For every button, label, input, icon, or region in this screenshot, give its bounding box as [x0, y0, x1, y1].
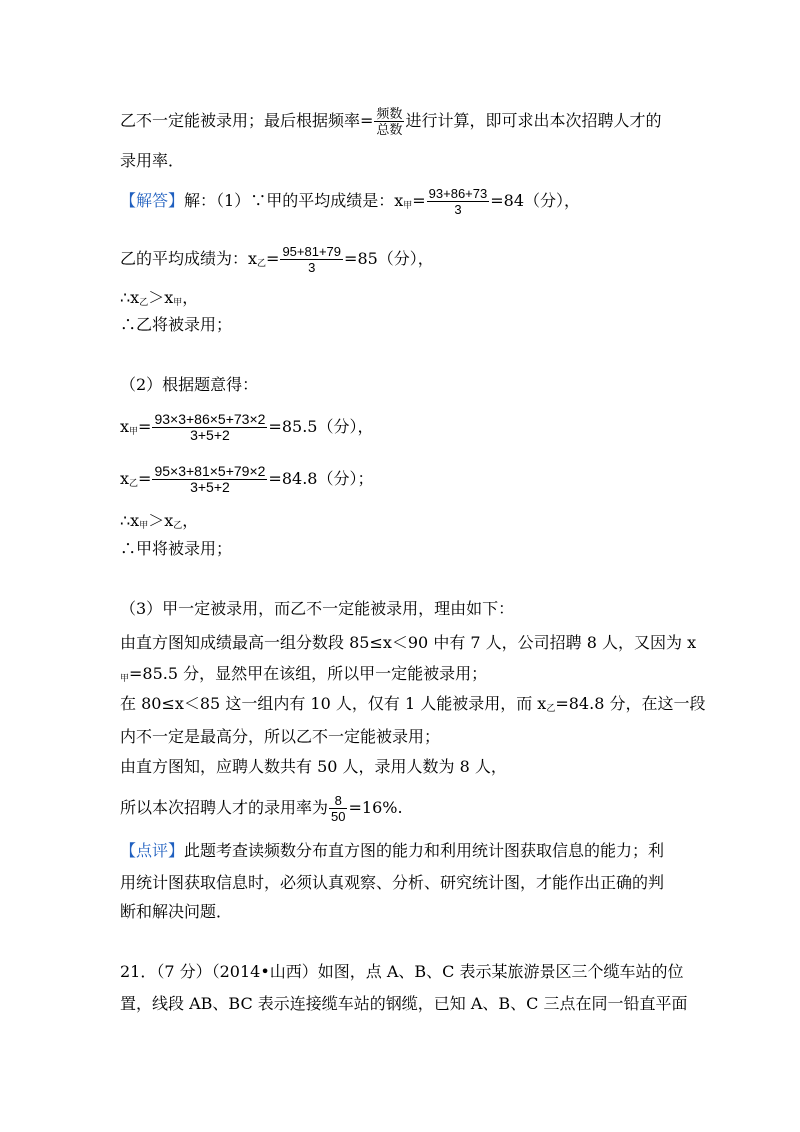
text-line-1: 乙不一定能被录用；最后根据频率= $\frac{\text{频数}}{\text{总数}}$ 进行计算，即可求出本次招聘人才的	[120, 106, 662, 137]
text-line-10: $\therefore x_甲>x_乙$，	[120, 511, 199, 531]
fraction-avg-yi: $\frac{95+81+79}{3}$	[282, 244, 342, 275]
text-line-4: 乙的平均成绩为：$x_乙=$ $\frac{95+81+79}{3}$ =85（分），	[120, 244, 434, 275]
text-line-16: 内不一定是最高分，所以乙不一定能被录用；	[120, 727, 441, 746]
text-line-9: $x_乙=$ $\frac{95\times 3+81\times 5+79\times 2}{3+5+2}$ =84.8（分）；	[120, 463, 374, 495]
fraction-weighted-yi: $\frac{95\times 3+81\times 5+79\times 2}{3+5+2}$	[154, 463, 266, 495]
text-line-21: 断和解决问题．	[120, 902, 233, 921]
fraction-weighted-jia: $\frac{93\times 3+86\times 5+73\times 2}{3+5+2}$	[154, 411, 266, 443]
fraction-frequency: $\frac{\text{频数}}{\text{总数}}$	[376, 106, 403, 137]
text-line-20: 用统计图获取信息时，必须认真观察、分析、研究统计图，才能作出正确的判	[120, 873, 665, 892]
comment-tag: 【点评】	[120, 841, 185, 860]
answer-line: 【解答】解：（1）∵甲的平均成绩是：$x_甲=$ $\frac{93+86+73}{3}$ =84（分），	[120, 186, 581, 217]
fraction-rate: $\frac{8}{50}$	[331, 793, 346, 824]
answer-tag: 【解答】	[120, 191, 185, 210]
text-line-7: （2）根据题意得：	[120, 375, 259, 394]
text-line-12: （3）甲一定被录用，而乙不一定能被录用，理由如下：	[120, 599, 515, 618]
text-line-5: $\therefore x_乙>x_甲$，	[120, 288, 199, 308]
text-line-8: $x_甲=$ $\frac{93\times 3+86\times 5+73\times 2}{3+5+2}$ =85.5（分），	[120, 411, 374, 443]
text-line-18: 所以本次招聘人才的录用率为 $\frac{8}{50}$ =16%.	[120, 793, 403, 824]
question-21-line-1: 21．（7 分）（2014•山西）如图，点 A、B、C 表示某旅游景区三个缆车站的位	[120, 962, 684, 981]
text-line-17: 由直方图知，应聘人数共有 50 人，录用人数为 8 人，	[120, 757, 507, 776]
text-line-15: 在 80≤x＜85 这一组内有 10 人，仅有 1 人能被录用，而 $x_乙=84.8$ 分，在这一段	[120, 694, 706, 714]
fraction-avg-jia: $\frac{93+86+73}{3}$	[428, 186, 488, 217]
question-21-line-2: 置，线段 AB、BC 表示连接缆车站的钢缆，已知 A、B、C 三点在同一铅直平面	[120, 994, 688, 1013]
text-line-2: 录用率．	[120, 151, 185, 170]
text-line-13: 由直方图知成绩最高一组分数段 85≤x＜90 中有 7 人，公司招聘 8 人，又因为 x	[120, 633, 697, 652]
text-line-6: ∴乙将被录用；	[120, 315, 233, 334]
comment-line: 【点评】此题考查读频数分布直方图的能力和利用统计图获取信息的能力；利	[120, 841, 665, 860]
text-line-14: $_甲$=85.5 分，显然甲在该组，所以甲一定能被录用；	[120, 664, 488, 684]
text-line-11: ∴甲将被录用；	[120, 539, 233, 558]
